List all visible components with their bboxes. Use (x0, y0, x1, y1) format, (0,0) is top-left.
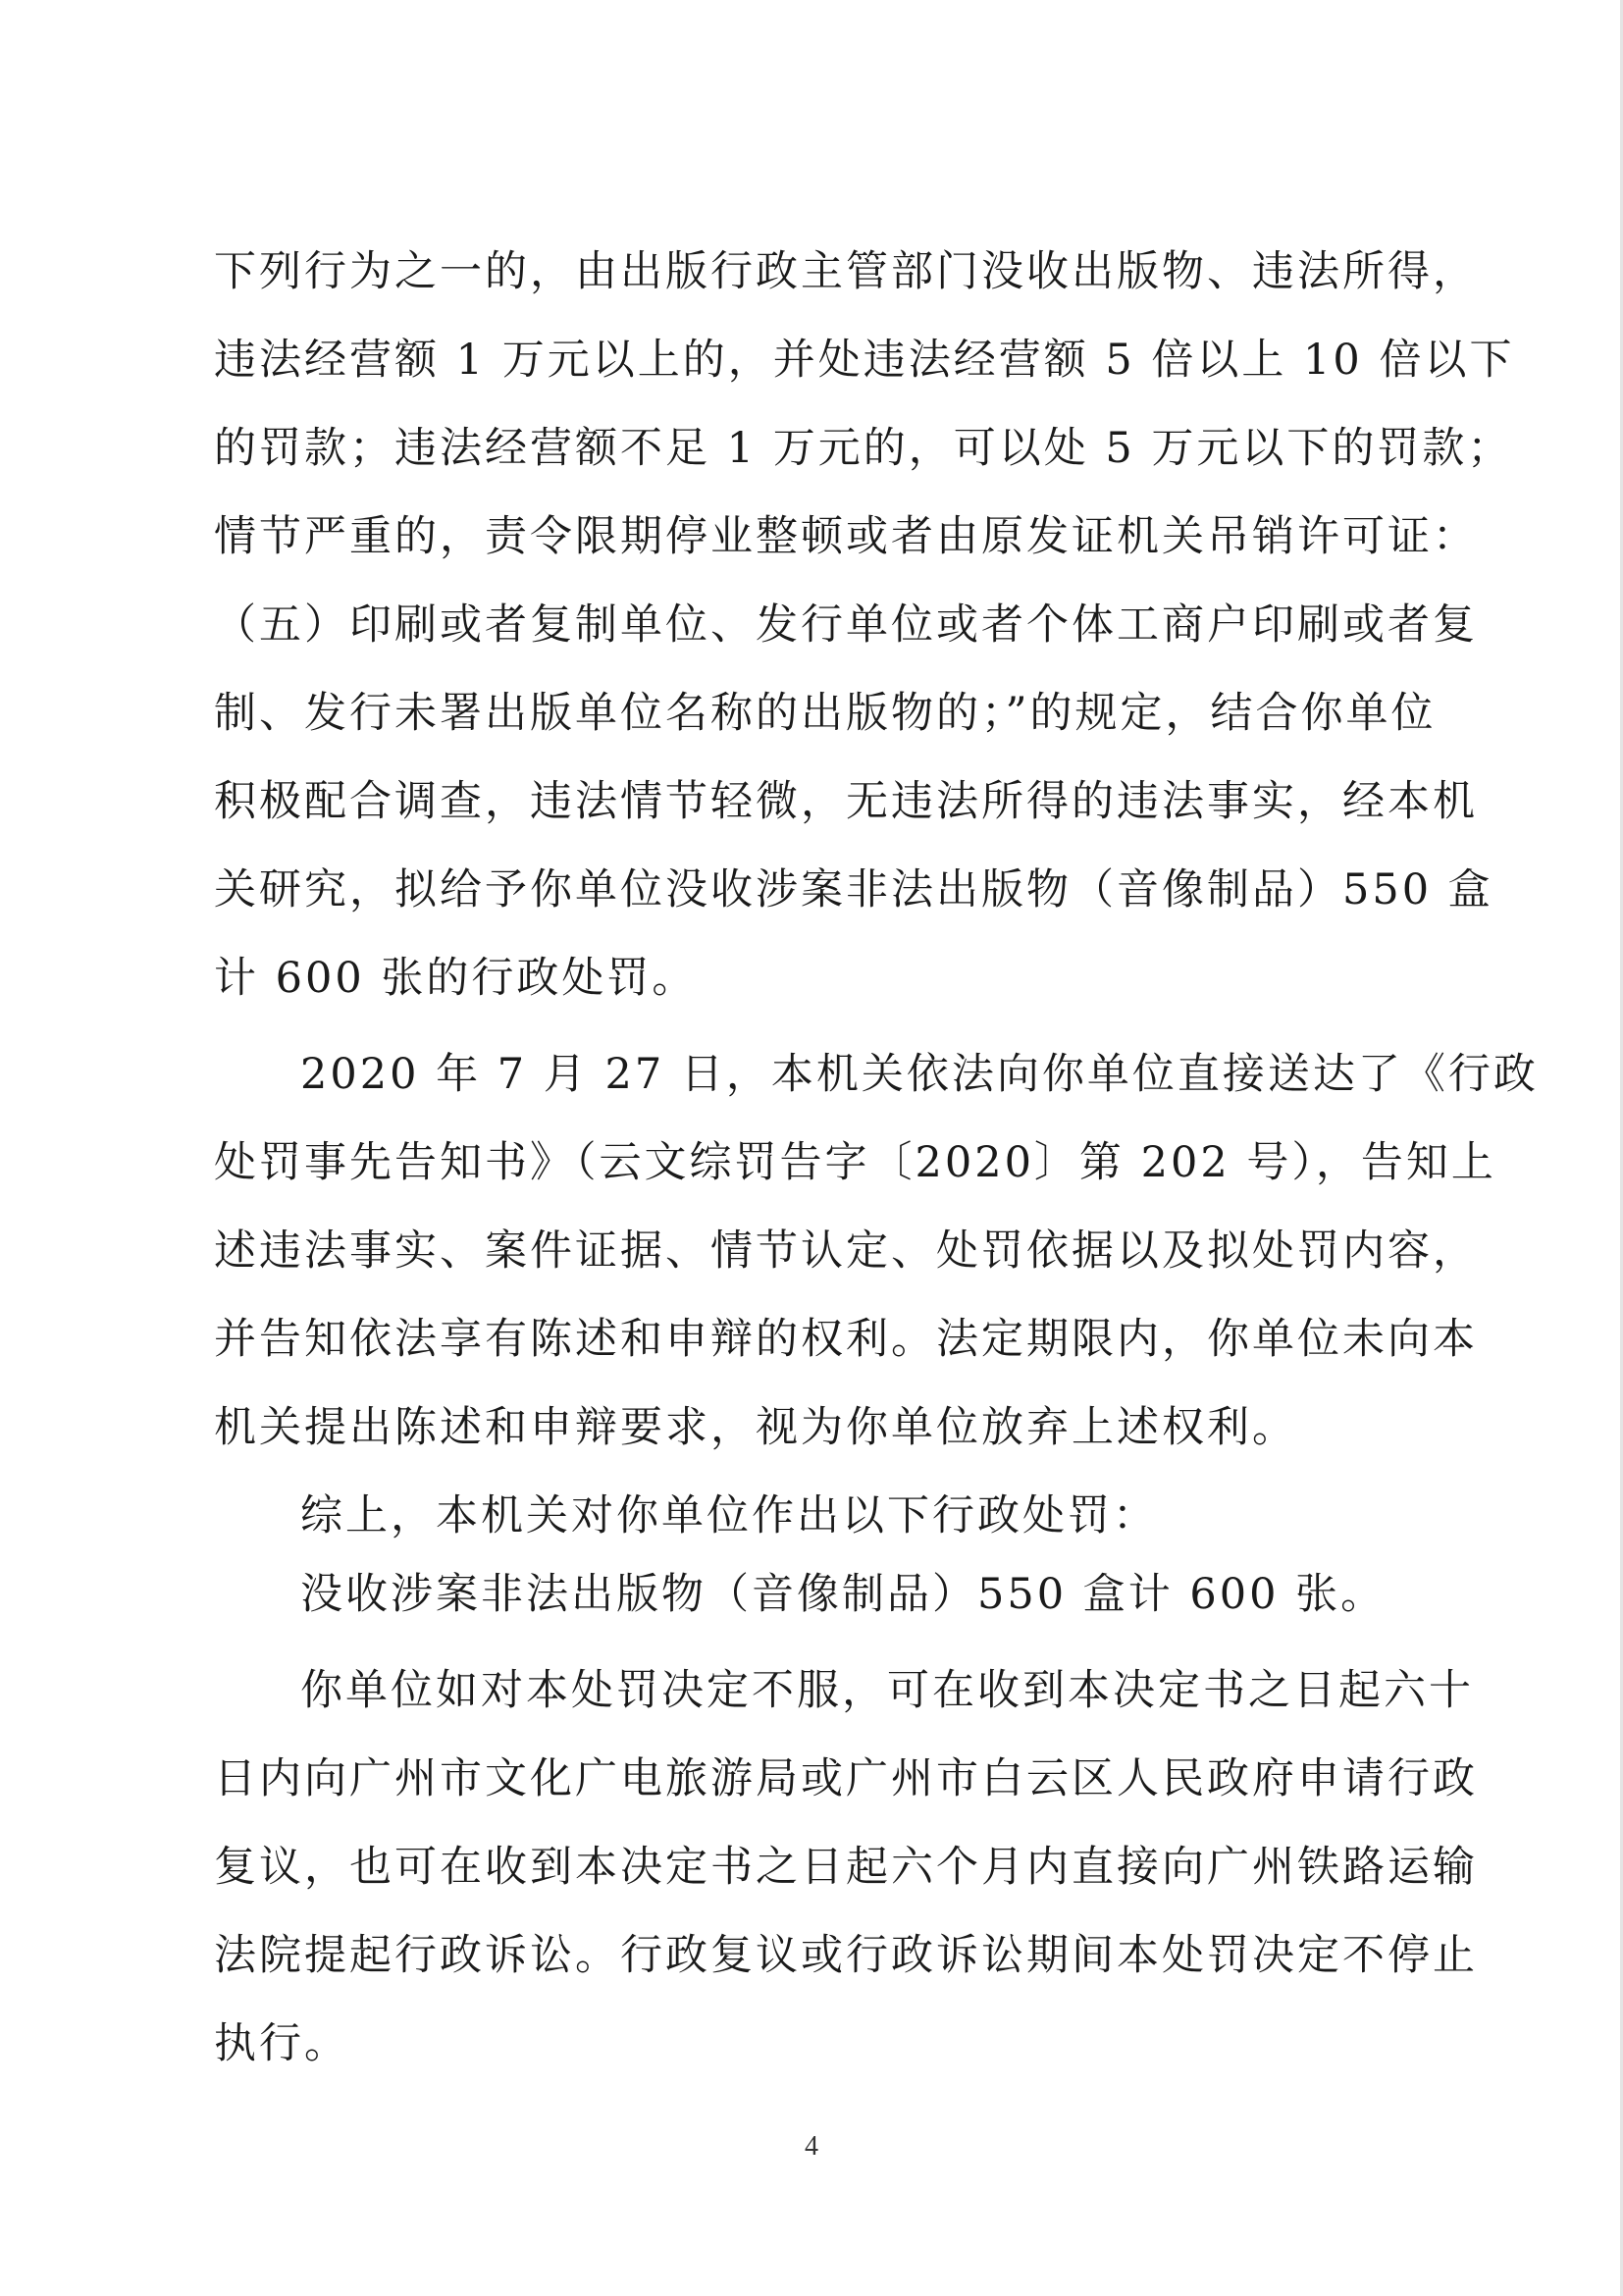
text-line: 复议，也可在收到本决定书之日起六个月内直接向广州铁路运输 (214, 1843, 1478, 1892)
text-line: 你单位如对本处罚决定不服，可在收到本决定书之日起六十 (300, 1666, 1474, 1715)
text-line: （五）印刷或者复制单位、发行单位或者个体工商户印刷或者复 (214, 600, 1478, 650)
paragraph-penalty: 没收涉案非法出版物（音像制品）550 盒计 600 张。 (300, 1570, 1387, 1619)
text-line: 执行。 (214, 2019, 349, 2068)
text-line: 违法经营额 1 万元以上的，并处违法经营额 5 倍以上 10 倍以下 (214, 336, 1515, 385)
text-line: 处罚事先告知书》（云文综罚告字〔2020〕第 202 号），告知上 (214, 1138, 1496, 1187)
text-line: 下列行为之一的，由出版行政主管部门没收出版物、违法所得， (214, 247, 1478, 296)
text-line: 法院提起行政诉讼。行政复议或行政诉讼期间本处罚决定不停止 (214, 1931, 1478, 1980)
paragraph-appeal-rights (214, 1662, 1478, 2104)
text-line: 机关提出陈述和申辩要求，视为你单位放弃上述权利。 (214, 1403, 1297, 1452)
paragraph-conclusion: 综上，本机关对你单位作出以下行政处罚： (300, 1491, 1158, 1540)
text-line: 述违法事实、案件证据、情节认定、处罚依据以及拟处罚内容， (214, 1226, 1478, 1276)
paragraph-prior-notice (214, 1046, 1539, 1487)
text-line: 制、发行未署出版单位名称的出版物的；”的规定，结合你单位 (214, 689, 1437, 738)
page-number: 4 (805, 2131, 818, 2162)
document-body (214, 243, 1539, 2104)
text-line: 情节严重的，责令限期停业整顿或者由原发证机关吊销许可证： (214, 512, 1478, 561)
text-line: 关研究，拟给予你单位没收涉案非法出版物（音像制品）550 盒 (214, 865, 1493, 914)
text-line: 2020 年 7 月 27 日，本机关依法向你单位直接送达了《行政 (300, 1050, 1539, 1099)
text-line: 日内向广州市文化广电旅游局或广州市白云区人民政府申请行政 (214, 1754, 1478, 1803)
text-line: 计 600 张的行政处罚。 (214, 954, 698, 1003)
text-line: 积极配合调查，违法情节轻微，无违法所得的违法事实，经本机 (214, 777, 1478, 826)
text-line: 并告知依法享有陈述和申辩的权利。法定期限内，你单位未向本 (214, 1315, 1478, 1364)
text-line: 的罚款；违法经营额不足 1 万元的，可以处 5 万元以下的罚款； (214, 424, 1513, 473)
paragraph-penalty-basis (214, 243, 1515, 1038)
